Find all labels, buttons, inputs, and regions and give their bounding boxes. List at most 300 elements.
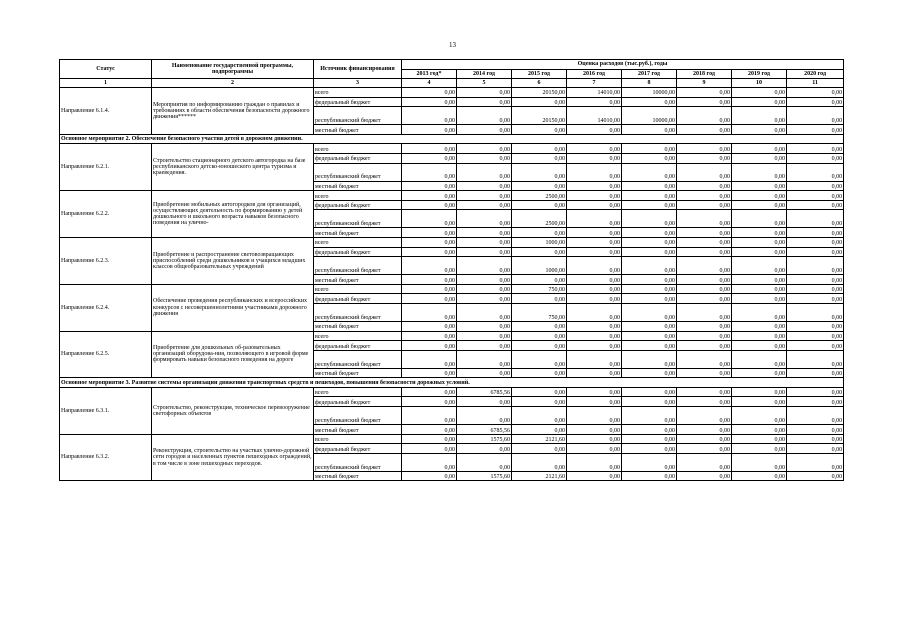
expense-value: 0,00 bbox=[567, 368, 622, 378]
expense-value: 0,00 bbox=[457, 107, 512, 125]
expense-value: 0,00 bbox=[787, 228, 844, 238]
funding-source: федеральный бюджет bbox=[314, 247, 402, 257]
expense-value: 0,00 bbox=[787, 350, 844, 368]
funding-source: всего bbox=[314, 434, 402, 444]
expense-value: 0,00 bbox=[512, 163, 567, 181]
expense-value: 0,00 bbox=[677, 200, 732, 210]
expense-value: 0,00 bbox=[457, 303, 512, 321]
expense-value: 0,00 bbox=[622, 321, 677, 331]
expense-value: 0,00 bbox=[567, 425, 622, 435]
expense-value: 0,00 bbox=[732, 153, 787, 163]
funding-source: федеральный бюджет bbox=[314, 97, 402, 107]
expense-value: 0,00 bbox=[677, 163, 732, 181]
expense-value: 0,00 bbox=[457, 191, 512, 201]
expense-value: 0,00 bbox=[787, 275, 844, 285]
row-status: Направление 6.3.2. bbox=[60, 434, 152, 481]
header-year: 2018 год bbox=[677, 70, 732, 79]
expense-value: 0,00 bbox=[402, 434, 457, 444]
expense-value: 0,00 bbox=[732, 125, 787, 135]
expense-value: 0,00 bbox=[457, 368, 512, 378]
expense-value: 0,00 bbox=[622, 444, 677, 454]
expense-value: 0,00 bbox=[567, 303, 622, 321]
expense-value: 0,00 bbox=[787, 257, 844, 275]
row-status: Направление 6.3.1. bbox=[60, 387, 152, 434]
expense-value: 750,00 bbox=[512, 303, 567, 321]
funding-source: местный бюджет bbox=[314, 321, 402, 331]
expense-value: 0,00 bbox=[402, 88, 457, 98]
column-number: 2 bbox=[152, 79, 314, 88]
expense-value: 0,00 bbox=[677, 350, 732, 368]
expense-value: 0,00 bbox=[512, 275, 567, 285]
expense-value: 0,00 bbox=[677, 471, 732, 481]
column-number: 8 bbox=[622, 79, 677, 88]
expense-value: 0,00 bbox=[457, 294, 512, 304]
expense-value: 0,00 bbox=[677, 153, 732, 163]
column-number: 9 bbox=[677, 79, 732, 88]
expense-value: 0,00 bbox=[622, 247, 677, 257]
expense-value: 0,00 bbox=[787, 191, 844, 201]
expense-value: 0,00 bbox=[457, 275, 512, 285]
expense-value: 0,00 bbox=[677, 144, 732, 154]
expense-value: 0,00 bbox=[457, 350, 512, 368]
expense-value: 0,00 bbox=[787, 153, 844, 163]
expense-value: 0,00 bbox=[402, 407, 457, 425]
row-status: Направление 6.2.2. bbox=[60, 191, 152, 238]
expense-value: 6785,56 bbox=[457, 387, 512, 397]
expense-value: 0,00 bbox=[622, 397, 677, 407]
expense-value: 10000,00 bbox=[622, 107, 677, 125]
expense-value: 0,00 bbox=[677, 453, 732, 471]
expense-value: 0,00 bbox=[567, 434, 622, 444]
expense-value: 10000,00 bbox=[622, 88, 677, 98]
expense-value: 0,00 bbox=[567, 247, 622, 257]
expense-value: 20150,00 bbox=[512, 88, 567, 98]
expense-value: 0,00 bbox=[677, 294, 732, 304]
expense-value: 0,00 bbox=[787, 107, 844, 125]
expense-value: 0,00 bbox=[512, 321, 567, 331]
expense-value: 0,00 bbox=[512, 368, 567, 378]
funding-source: всего bbox=[314, 284, 402, 294]
expense-value: 0,00 bbox=[622, 210, 677, 228]
expense-value: 0,00 bbox=[402, 294, 457, 304]
expense-value: 0,00 bbox=[677, 321, 732, 331]
expense-value: 0,00 bbox=[457, 144, 512, 154]
expense-value: 0,00 bbox=[732, 434, 787, 444]
expense-value: 0,00 bbox=[732, 163, 787, 181]
expense-value: 0,00 bbox=[732, 397, 787, 407]
expense-value: 0,00 bbox=[787, 303, 844, 321]
expense-value: 0,00 bbox=[567, 181, 622, 191]
expense-value: 0,00 bbox=[732, 321, 787, 331]
expense-value: 0,00 bbox=[787, 387, 844, 397]
expense-value: 1000,00 bbox=[512, 257, 567, 275]
expense-value: 0,00 bbox=[512, 350, 567, 368]
expense-value: 0,00 bbox=[622, 434, 677, 444]
header-year: 2020 год bbox=[787, 70, 844, 79]
expense-value: 0,00 bbox=[677, 425, 732, 435]
expense-value: 0,00 bbox=[787, 144, 844, 154]
expense-value: 0,00 bbox=[567, 97, 622, 107]
funding-source: всего bbox=[314, 88, 402, 98]
expense-value: 0,00 bbox=[787, 237, 844, 247]
expense-value: 0,00 bbox=[732, 237, 787, 247]
column-number: 3 bbox=[314, 79, 402, 88]
funding-source: республиканский бюджет bbox=[314, 453, 402, 471]
expense-value: 0,00 bbox=[402, 453, 457, 471]
expense-value: 0,00 bbox=[457, 247, 512, 257]
section-title: Основное мероприятие 3. Развитие системы организации движения транспортных средств и пешеходов, повышения безопасности дорожных условий. bbox=[60, 378, 844, 388]
expense-value: 0,00 bbox=[402, 191, 457, 201]
expense-value: 0,00 bbox=[732, 341, 787, 351]
funding-source: всего bbox=[314, 387, 402, 397]
expense-value: 0,00 bbox=[622, 257, 677, 275]
expense-value: 0,00 bbox=[402, 200, 457, 210]
expense-value: 0,00 bbox=[787, 97, 844, 107]
expense-value: 0,00 bbox=[787, 434, 844, 444]
expense-value: 0,00 bbox=[512, 341, 567, 351]
expense-value: 0,00 bbox=[457, 97, 512, 107]
table-row bbox=[60, 191, 844, 201]
expense-value: 0,00 bbox=[732, 294, 787, 304]
funding-source: местный бюджет bbox=[314, 471, 402, 481]
expense-value: 0,00 bbox=[622, 275, 677, 285]
expense-value: 0,00 bbox=[512, 125, 567, 135]
expense-value: 0,00 bbox=[512, 425, 567, 435]
expense-value: 0,00 bbox=[402, 228, 457, 238]
funding-source: всего bbox=[314, 237, 402, 247]
expense-value: 0,00 bbox=[787, 331, 844, 341]
expense-value: 0,00 bbox=[787, 407, 844, 425]
expense-value: 0,00 bbox=[677, 434, 732, 444]
expense-value: 0,00 bbox=[677, 397, 732, 407]
expense-value: 0,00 bbox=[622, 125, 677, 135]
funding-source: республиканский бюджет bbox=[314, 163, 402, 181]
expense-value: 0,00 bbox=[677, 284, 732, 294]
expense-value: 0,00 bbox=[512, 407, 567, 425]
expense-value: 0,00 bbox=[732, 88, 787, 98]
row-program-name: Обеспечение проведения республиканских и всероссийских конкурсов с несовершеннолетними участниками дорожного движения bbox=[152, 284, 314, 331]
expense-value: 0,00 bbox=[732, 107, 787, 125]
funding-source: республиканский бюджет bbox=[314, 210, 402, 228]
expense-value: 0,00 bbox=[457, 210, 512, 228]
expense-value: 2500,00 bbox=[512, 210, 567, 228]
expense-value: 0,00 bbox=[567, 257, 622, 275]
header-source: Источник финансирования bbox=[314, 60, 402, 79]
expense-value: 0,00 bbox=[402, 237, 457, 247]
expense-value: 0,00 bbox=[567, 275, 622, 285]
expense-value: 0,00 bbox=[622, 181, 677, 191]
expense-value: 0,00 bbox=[677, 88, 732, 98]
expense-value: 0,00 bbox=[677, 191, 732, 201]
funding-source: местный бюджет bbox=[314, 125, 402, 135]
expense-value: 2121,60 bbox=[512, 471, 567, 481]
expense-value: 0,00 bbox=[457, 163, 512, 181]
expense-value: 0,00 bbox=[512, 331, 567, 341]
expense-value: 0,00 bbox=[732, 228, 787, 238]
expense-value: 0,00 bbox=[622, 453, 677, 471]
expense-value: 0,00 bbox=[677, 237, 732, 247]
expense-value: 0,00 bbox=[622, 294, 677, 304]
expense-value: 0,00 bbox=[622, 97, 677, 107]
expense-value: 0,00 bbox=[402, 397, 457, 407]
expense-value: 0,00 bbox=[732, 407, 787, 425]
column-number: 1 bbox=[60, 79, 152, 88]
expense-value: 0,00 bbox=[732, 331, 787, 341]
expense-value: 0,00 bbox=[402, 275, 457, 285]
expense-value: 0,00 bbox=[457, 397, 512, 407]
expense-value: 0,00 bbox=[622, 200, 677, 210]
expense-value: 0,00 bbox=[732, 257, 787, 275]
expense-value: 0,00 bbox=[787, 444, 844, 454]
expense-value: 0,00 bbox=[457, 331, 512, 341]
expense-value: 0,00 bbox=[457, 321, 512, 331]
expense-value: 0,00 bbox=[402, 181, 457, 191]
header-year: 2013 год* bbox=[402, 70, 457, 79]
expense-value: 0,00 bbox=[567, 397, 622, 407]
expense-value: 0,00 bbox=[457, 88, 512, 98]
expense-value: 0,00 bbox=[677, 303, 732, 321]
expense-value: 0,00 bbox=[567, 153, 622, 163]
funding-source: местный бюджет bbox=[314, 228, 402, 238]
expense-value: 0,00 bbox=[622, 331, 677, 341]
expense-value: 0,00 bbox=[567, 237, 622, 247]
expense-value: 0,00 bbox=[732, 200, 787, 210]
expense-value: 1575,60 bbox=[457, 471, 512, 481]
page-number: 13 bbox=[449, 41, 456, 49]
expense-value: 0,00 bbox=[622, 153, 677, 163]
expense-value: 0,00 bbox=[622, 228, 677, 238]
expense-value: 0,00 bbox=[512, 181, 567, 191]
expense-value: 0,00 bbox=[732, 284, 787, 294]
table-row bbox=[60, 331, 844, 341]
funding-source: всего bbox=[314, 144, 402, 154]
table-row bbox=[60, 284, 844, 294]
expense-value: 0,00 bbox=[457, 341, 512, 351]
expense-value: 0,00 bbox=[457, 153, 512, 163]
funding-source: федеральный бюджет bbox=[314, 444, 402, 454]
expense-value: 0,00 bbox=[622, 350, 677, 368]
header-year: 2015 год bbox=[512, 70, 567, 79]
row-status: Направление 6.2.4. bbox=[60, 284, 152, 331]
column-number: 10 bbox=[732, 79, 787, 88]
column-number: 5 bbox=[457, 79, 512, 88]
expense-value: 0,00 bbox=[457, 453, 512, 471]
expense-value: 0,00 bbox=[567, 331, 622, 341]
funding-source: республиканский бюджет bbox=[314, 350, 402, 368]
column-number: 11 bbox=[787, 79, 844, 88]
row-program-name: Приобретение для дошкольных об-разовательных организаций оборудова-ния, позволяющего в игровой форме формировать навыки безопасного поведения на дороге bbox=[152, 331, 314, 378]
expense-value: 0,00 bbox=[677, 257, 732, 275]
expense-value: 0,00 bbox=[512, 397, 567, 407]
expense-value: 0,00 bbox=[622, 471, 677, 481]
column-number: 6 bbox=[512, 79, 567, 88]
expense-value: 0,00 bbox=[787, 471, 844, 481]
expense-value: 0,00 bbox=[512, 294, 567, 304]
column-number: 4 bbox=[402, 79, 457, 88]
expense-value: 0,00 bbox=[567, 387, 622, 397]
expense-value: 0,00 bbox=[622, 163, 677, 181]
header-status: Статус bbox=[60, 60, 152, 79]
expense-value: 1575,60 bbox=[457, 434, 512, 444]
funding-source: местный бюджет bbox=[314, 368, 402, 378]
funding-source: федеральный бюджет bbox=[314, 200, 402, 210]
expense-value: 0,00 bbox=[677, 107, 732, 125]
expense-value: 0,00 bbox=[402, 425, 457, 435]
row-program-name: Строительство стационарного детского автогородка на базе республиканского детско-юношеского центра туризма и краеведения. bbox=[152, 144, 314, 191]
row-status: Направление 6.2.1. bbox=[60, 144, 152, 191]
expense-value: 0,00 bbox=[787, 88, 844, 98]
expense-value: 0,00 bbox=[402, 341, 457, 351]
expense-value: 0,00 bbox=[402, 387, 457, 397]
row-program-name: Приобретение мобильных автогородков для организаций, осуществляющих деятельность по формированию у детей дошкольного и школьного возраста навыков безопасного поведения на улично- bbox=[152, 191, 314, 238]
expense-value: 0,00 bbox=[567, 228, 622, 238]
expense-value: 0,00 bbox=[567, 321, 622, 331]
header-program-name: Наименование государственной программы, подпрограммы bbox=[152, 60, 314, 79]
expense-value: 0,00 bbox=[402, 107, 457, 125]
expense-value: 0,00 bbox=[732, 387, 787, 397]
expense-value: 0,00 bbox=[622, 368, 677, 378]
expense-value: 0,00 bbox=[677, 368, 732, 378]
expense-value: 0,00 bbox=[732, 247, 787, 257]
expense-value: 750,00 bbox=[512, 284, 567, 294]
section-title: Основное мероприятие 2. Обеспечение безопасного участия детей в дорожном движении. bbox=[60, 134, 844, 144]
section-row bbox=[60, 134, 844, 144]
expense-value: 2121,60 bbox=[512, 434, 567, 444]
expense-value: 0,00 bbox=[402, 471, 457, 481]
expense-value: 0,00 bbox=[622, 144, 677, 154]
header-year: 2014 год bbox=[457, 70, 512, 79]
expense-value: 0,00 bbox=[402, 97, 457, 107]
expense-value: 0,00 bbox=[402, 153, 457, 163]
expense-value: 0,00 bbox=[787, 425, 844, 435]
funding-source: республиканский бюджет bbox=[314, 303, 402, 321]
expense-value: 0,00 bbox=[512, 247, 567, 257]
expense-value: 0,00 bbox=[677, 444, 732, 454]
expense-value: 0,00 bbox=[567, 471, 622, 481]
expense-value: 0,00 bbox=[402, 125, 457, 135]
funding-source: местный бюджет bbox=[314, 181, 402, 191]
expense-value: 0,00 bbox=[732, 368, 787, 378]
expense-value: 0,00 bbox=[787, 125, 844, 135]
expense-value: 1000,00 bbox=[512, 237, 567, 247]
expense-value: 0,00 bbox=[457, 228, 512, 238]
expense-value: 0,00 bbox=[512, 153, 567, 163]
row-status: Направление 6.2.5. bbox=[60, 331, 152, 378]
expense-value: 0,00 bbox=[567, 294, 622, 304]
row-program-name: Мероприятия по информированию граждан о правилах и требованиях в области обеспечения безопасности дорожного движения****** bbox=[152, 88, 314, 135]
expense-value: 0,00 bbox=[567, 453, 622, 471]
expense-value: 0,00 bbox=[732, 444, 787, 454]
expense-value: 0,00 bbox=[567, 200, 622, 210]
expense-value: 0,00 bbox=[402, 257, 457, 275]
expense-value: 0,00 bbox=[622, 425, 677, 435]
expense-value: 0,00 bbox=[677, 125, 732, 135]
header-year: 2019 год bbox=[732, 70, 787, 79]
expense-value: 0,00 bbox=[457, 181, 512, 191]
column-number: 7 bbox=[567, 79, 622, 88]
expense-value: 0,00 bbox=[567, 191, 622, 201]
expense-value: 0,00 bbox=[732, 425, 787, 435]
expense-value: 0,00 bbox=[567, 284, 622, 294]
expense-value: 0,00 bbox=[787, 368, 844, 378]
expense-value: 0,00 bbox=[457, 237, 512, 247]
expense-value: 0,00 bbox=[787, 284, 844, 294]
row-status: Направление 6.2.3. bbox=[60, 237, 152, 284]
expense-value: 0,00 bbox=[457, 257, 512, 275]
row-program-name: Приобретение и распространение световозвращающих приспособлений среди дошкольников и учащихся младших классов общеобразовательных учреждений bbox=[152, 237, 314, 284]
expense-value: 0,00 bbox=[622, 191, 677, 201]
expense-value: 0,00 bbox=[402, 444, 457, 454]
expense-value: 0,00 bbox=[622, 387, 677, 397]
expense-value: 0,00 bbox=[732, 97, 787, 107]
expense-value: 0,00 bbox=[732, 191, 787, 201]
table-row bbox=[60, 434, 844, 444]
expense-value: 0,00 bbox=[512, 387, 567, 397]
expense-value: 0,00 bbox=[732, 350, 787, 368]
expense-value: 0,00 bbox=[787, 200, 844, 210]
expense-value: 0,00 bbox=[787, 341, 844, 351]
expense-value: 0,00 bbox=[787, 321, 844, 331]
expense-value: 0,00 bbox=[567, 125, 622, 135]
row-status: Направление 6.1.4. bbox=[60, 88, 152, 135]
expense-value: 0,00 bbox=[732, 275, 787, 285]
expense-value: 0,00 bbox=[512, 453, 567, 471]
table-row bbox=[60, 144, 844, 154]
funding-source: республиканский бюджет bbox=[314, 107, 402, 125]
funding-source: местный бюджет bbox=[314, 425, 402, 435]
expense-value: 0,00 bbox=[732, 471, 787, 481]
header-estimate: Оценка расходов (тыс.руб.), годы bbox=[402, 60, 844, 70]
expense-value: 0,00 bbox=[567, 350, 622, 368]
row-program-name: Реконструкция, строительство на участках улично-дорожной сети городов и населенных пунктов пешеходных ограждений, в том числе в зоне пешеходных переходов. bbox=[152, 434, 314, 481]
expense-value: 0,00 bbox=[512, 228, 567, 238]
expense-value: 0,00 bbox=[622, 303, 677, 321]
expense-value: 0,00 bbox=[622, 284, 677, 294]
expense-value: 0,00 bbox=[787, 247, 844, 257]
expense-value: 14010,00 bbox=[567, 107, 622, 125]
expense-value: 0,00 bbox=[512, 97, 567, 107]
expense-value: 0,00 bbox=[402, 331, 457, 341]
expense-value: 0,00 bbox=[402, 163, 457, 181]
expense-value: 0,00 bbox=[512, 144, 567, 154]
expense-value: 0,00 bbox=[567, 444, 622, 454]
funding-source: всего bbox=[314, 331, 402, 341]
table-row bbox=[60, 387, 844, 397]
expense-value: 0,00 bbox=[402, 247, 457, 257]
expense-value: 0,00 bbox=[402, 210, 457, 228]
header-year: 2016 год bbox=[567, 70, 622, 79]
expense-value: 0,00 bbox=[732, 210, 787, 228]
funding-source: местный бюджет bbox=[314, 275, 402, 285]
expense-value: 2500,00 bbox=[512, 191, 567, 201]
expense-value: 0,00 bbox=[732, 181, 787, 191]
table-row bbox=[60, 237, 844, 247]
funding-source: федеральный бюджет bbox=[314, 341, 402, 351]
expense-value: 0,00 bbox=[567, 407, 622, 425]
expense-value: 0,00 bbox=[732, 303, 787, 321]
funding-source: республиканский бюджет bbox=[314, 257, 402, 275]
expense-value: 0,00 bbox=[622, 341, 677, 351]
expense-value: 0,00 bbox=[567, 341, 622, 351]
expense-value: 0,00 bbox=[402, 144, 457, 154]
expense-value: 0,00 bbox=[677, 228, 732, 238]
expense-value: 0,00 bbox=[787, 210, 844, 228]
expense-value: 0,00 bbox=[677, 210, 732, 228]
expense-value: 0,00 bbox=[567, 163, 622, 181]
funding-source: республиканский бюджет bbox=[314, 407, 402, 425]
table-row bbox=[60, 88, 844, 98]
expense-value: 0,00 bbox=[732, 144, 787, 154]
